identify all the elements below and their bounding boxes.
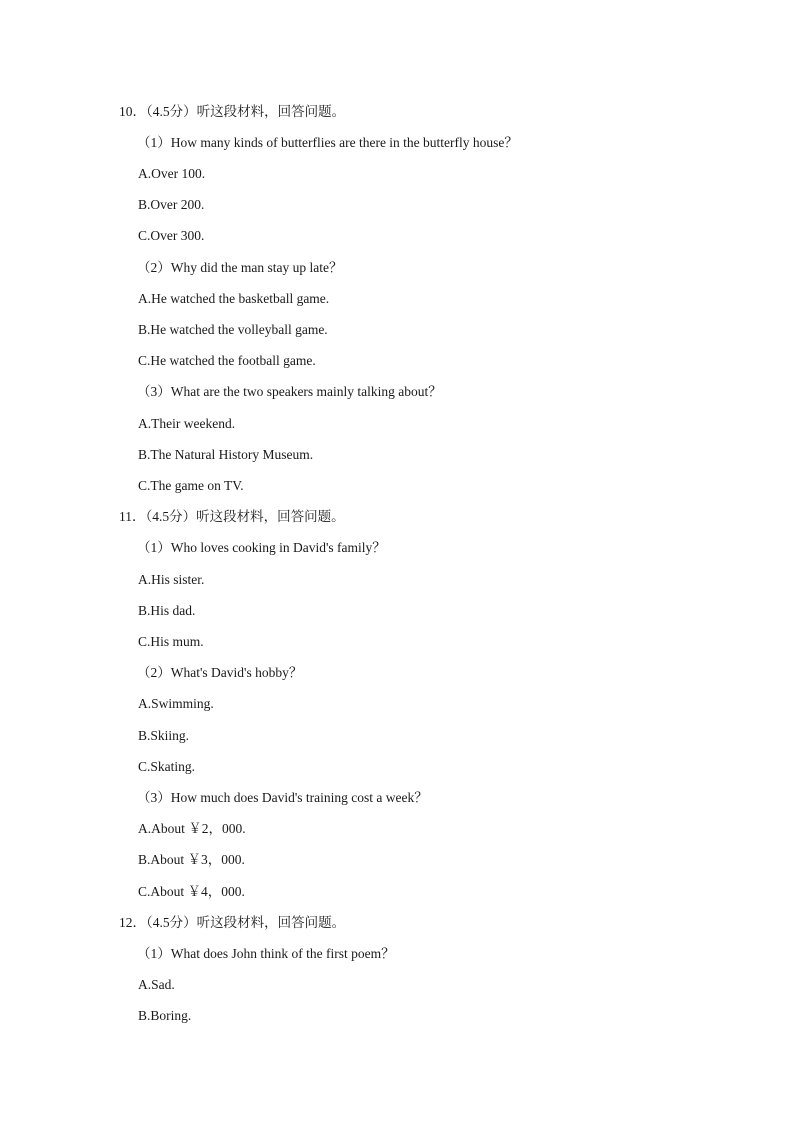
- question-11-sub-3-option-b: B.About ￥3，000.: [138, 852, 245, 867]
- question-10-sub-3: （3）What are the two speakers mainly talking about？: [137, 384, 442, 399]
- question-12-sub-1-option-b: B.Boring.: [138, 1008, 192, 1023]
- question-11-sub-2-option-a: A.Swimming.: [138, 696, 214, 711]
- question-10-sub-3-option-b: B.The Natural History Museum.: [138, 447, 314, 462]
- question-10-sub-3-option-a: A.Their weekend.: [138, 416, 236, 431]
- question-10-sub-2: （2）Why did the man stay up late？: [137, 260, 343, 275]
- question-10-sub-1: （1）How many kinds of butterflies are there in the butterfly house？: [137, 135, 518, 150]
- question-10-sub-1-option-a: A.Over 100.: [138, 166, 206, 181]
- question-11-sub-1: （1）Who loves cooking in David's family？: [137, 540, 386, 555]
- question-11-sub-3-option-c: C.About ￥4，000.: [138, 884, 245, 899]
- question-10-sub-2-option-b: B.He watched the volleyball game.: [138, 322, 328, 337]
- question-12-sub-1: （1）What does John think of the first poem？: [137, 946, 395, 961]
- question-11-sub-2: （2）What's David's hobby？: [137, 665, 303, 680]
- question-11-heading: 11．（4.5分）听这段材料，回答问题。: [119, 509, 345, 524]
- question-11-sub-1-option-c: C.His mum.: [138, 634, 204, 649]
- question-11-sub-1-option-a: A.His sister.: [138, 572, 205, 587]
- question-12-sub-1-option-a: A.Sad.: [138, 977, 175, 992]
- question-10-sub-2-option-a: A.He watched the basketball game.: [138, 291, 330, 306]
- question-10-sub-2-option-c: C.He watched the football game.: [138, 353, 316, 368]
- question-11-sub-2-option-c: C.Skating.: [138, 759, 196, 774]
- question-10-sub-3-option-c: C.The game on TV.: [138, 478, 244, 493]
- question-10-sub-1-option-c: C.Over 300.: [138, 228, 205, 243]
- question-11-sub-3-option-a: A.About ￥2，000.: [138, 821, 246, 836]
- question-10-sub-1-option-b: B.Over 200.: [138, 197, 205, 212]
- question-11-sub-1-option-b: B.His dad.: [138, 603, 196, 618]
- question-10-heading: 10．（4.5分）听这段材料，回答问题。: [119, 104, 346, 119]
- question-11-sub-2-option-b: B.Skiing.: [138, 728, 190, 743]
- question-12-heading: 12．（4.5分）听这段材料，回答问题。: [119, 915, 346, 930]
- question-11-sub-3: （3）How much does David's training cost a week？: [137, 790, 428, 805]
